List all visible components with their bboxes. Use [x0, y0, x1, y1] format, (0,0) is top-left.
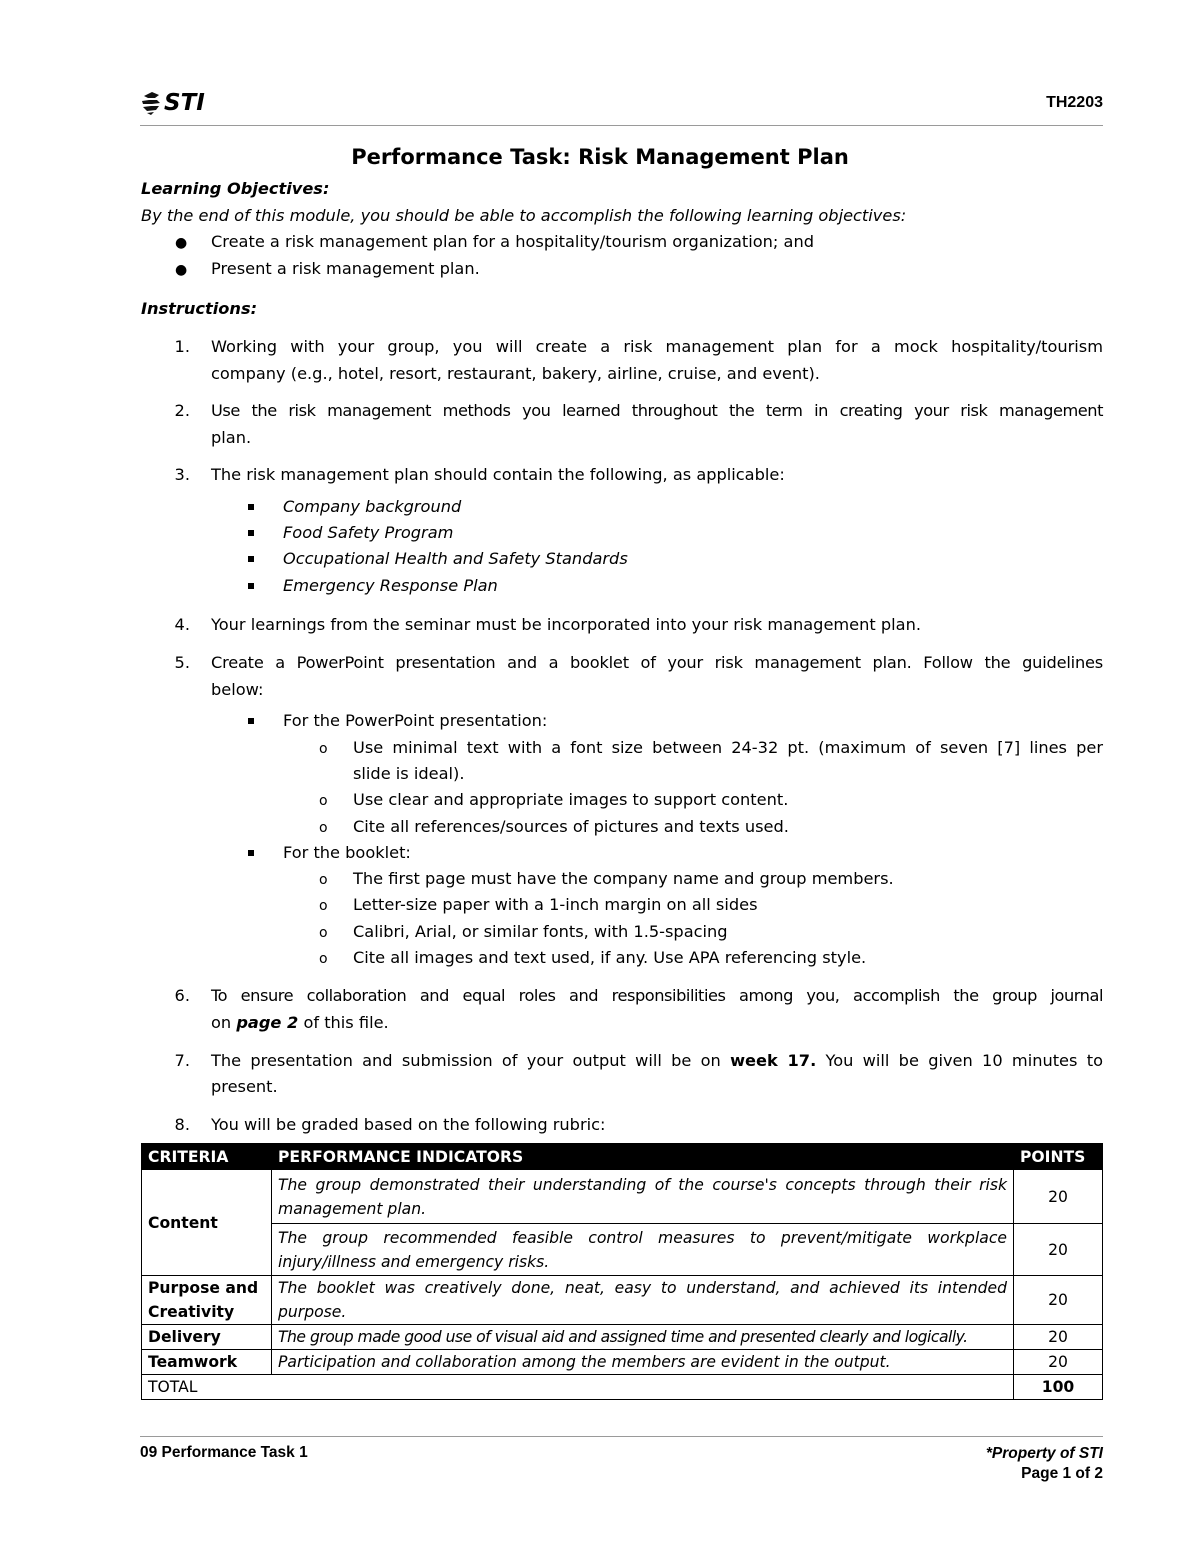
criteria-cell: Content: [142, 1170, 272, 1276]
instruction-6-line2: on page 2 of this file.: [211, 1013, 389, 1032]
instruction-8-text: You will be graded based on the following rubric:: [211, 1115, 606, 1134]
ppt-guideline: Use clear and appropriate images to support content.: [353, 790, 789, 809]
criteria-cell: Teamwork: [142, 1350, 272, 1375]
item-number: 5.: [174, 653, 190, 672]
indicator-cell: Participation and collaboration among the members are evident in the output.: [272, 1350, 1014, 1375]
booklet-guidelines-label: For the booklet:: [283, 843, 411, 862]
plan-content-item: Emergency Response Plan: [283, 576, 498, 595]
instruction-6-line1: To ensure collaboration and equal roles and responsibilities among you, accomplish the group journal: [211, 986, 1103, 1005]
logo-text: STI: [164, 90, 205, 116]
bullet-icon: ●: [175, 235, 188, 251]
circle-bullet-icon: o: [319, 925, 328, 941]
table-row: [142, 1224, 1103, 1276]
item-number: 7.: [174, 1051, 190, 1070]
header-points: POINTS: [1014, 1144, 1103, 1170]
indicator-cell: The booklet was creatively done, neat, easy to understand, and achieved its intended purpose.: [272, 1276, 1014, 1325]
criteria-cell: Purpose and Creativity: [142, 1276, 272, 1325]
header-rule: [140, 125, 1103, 126]
instruction-5-line2: below:: [211, 680, 264, 699]
table-row: [142, 1276, 1103, 1325]
indicator-cell: The group demonstrated their understanding of the course's concepts through their risk management plan.: [272, 1170, 1014, 1224]
ppt-guideline: Cite all references/sources of pictures and texts used.: [353, 817, 789, 836]
square-bullet-icon: [248, 718, 254, 724]
booklet-guideline: Letter-size paper with a 1-inch margin on all sides: [353, 895, 758, 914]
header-indicators: PERFORMANCE INDICATORS: [272, 1144, 1014, 1170]
item-number: 6.: [174, 986, 190, 1005]
instruction-7-line2: present.: [211, 1077, 278, 1096]
points-cell: 20: [1014, 1350, 1103, 1375]
table-row: [142, 1325, 1103, 1350]
ppt-guidelines-label: For the PowerPoint presentation:: [283, 711, 548, 730]
learning-objectives-intro: By the end of this module, you should be able to accomplish the following learning objectives:: [141, 206, 907, 225]
ppt-guideline: Use minimal text with a font size between 24-32 pt. (maximum of seven [7] lines per: [353, 738, 1103, 757]
circle-bullet-icon: o: [319, 741, 328, 757]
item-number: 8.: [174, 1115, 190, 1134]
square-bullet-icon: [248, 583, 254, 589]
item-number: 3.: [174, 465, 190, 484]
instruction-2-line2: plan.: [211, 428, 252, 447]
indicator-cell: The group made good use of visual aid and assigned time and presented clearly and logically.: [272, 1325, 1014, 1350]
points-cell: 20: [1014, 1224, 1103, 1276]
bullet-icon: ●: [175, 262, 188, 278]
points-cell: 20: [1014, 1276, 1103, 1325]
square-bullet-icon: [248, 530, 254, 536]
item-number: 2.: [174, 401, 190, 420]
rubric-table: [141, 1143, 1103, 1400]
square-bullet-icon: [248, 556, 254, 562]
objective-item: Create a risk management plan for a hospitality/tourism organization; and: [211, 232, 814, 251]
item-number: 1.: [174, 337, 190, 356]
points-cell: 20: [1014, 1325, 1103, 1350]
booklet-guideline: Cite all images and text used, if any. Use APA referencing style.: [353, 948, 867, 967]
instructions-heading: Instructions:: [141, 299, 258, 318]
circle-bullet-icon: o: [319, 898, 328, 914]
objective-item: Present a risk management plan.: [211, 259, 480, 278]
course-code: TH2203: [1046, 94, 1103, 111]
footer-document-name: 09 Performance Task 1: [140, 1444, 308, 1461]
sti-globe-icon: [140, 90, 162, 116]
plan-content-item: Company background: [283, 497, 462, 516]
header-criteria: CRITERIA: [142, 1144, 272, 1170]
circle-bullet-icon: o: [319, 793, 328, 809]
square-bullet-icon: [248, 504, 254, 510]
instruction-5-line1: Create a PowerPoint presentation and a booklet of your risk management plan. Follow the guidelines: [211, 653, 1103, 672]
plan-content-item: Food Safety Program: [283, 523, 454, 542]
instruction-3-text: The risk management plan should contain the following, as applicable:: [211, 465, 785, 484]
instruction-4-text: Your learnings from the seminar must be incorporated into your risk management plan.: [211, 615, 921, 634]
instruction-1-line2: company (e.g., hotel, resort, restaurant, bakery, airline, cruise, and event).: [211, 364, 820, 383]
criteria-cell: Delivery: [142, 1325, 272, 1350]
circle-bullet-icon: o: [319, 820, 328, 836]
instruction-7-line1: The presentation and submission of your output will be on week 17. You will be given 10 minutes to: [211, 1051, 1103, 1070]
learning-objectives-heading: Learning Objectives:: [141, 179, 330, 198]
footer-property: *Property of STI: [985, 1445, 1103, 1462]
page-title: Performance Task: Risk Management Plan: [351, 145, 849, 169]
circle-bullet-icon: o: [319, 951, 328, 967]
footer-page-number: Page 1 of 2: [1021, 1465, 1103, 1482]
points-cell: 20: [1014, 1170, 1103, 1224]
instruction-2-line1: Use the risk management methods you learned throughout the term in creating your risk management: [211, 401, 1103, 420]
table-header-row: [142, 1144, 1103, 1170]
page-2-reference: page 2: [236, 1013, 299, 1032]
ppt-guideline-cont: slide is ideal).: [353, 764, 465, 783]
table-row: [142, 1350, 1103, 1375]
total-points: 100: [1014, 1375, 1103, 1400]
footer-right: [986, 1444, 1103, 1484]
plan-content-item: Occupational Health and Safety Standards: [283, 549, 628, 568]
footer-rule: [140, 1436, 1103, 1437]
booklet-guideline: The first page must have the company name and group members.: [353, 869, 894, 888]
week-17-reference: week 17.: [730, 1051, 817, 1070]
sti-logo: [140, 86, 205, 120]
table-total-row: [142, 1375, 1103, 1400]
square-bullet-icon: [248, 850, 254, 856]
item-number: 4.: [174, 615, 190, 634]
circle-bullet-icon: o: [319, 872, 328, 888]
instruction-1-line1: Working with your group, you will create a risk management plan for a mock hospitality/tourism: [211, 337, 1103, 356]
booklet-guideline: Calibri, Arial, or similar fonts, with 1.5-spacing: [353, 922, 728, 941]
total-label: TOTAL: [142, 1375, 1014, 1400]
table-row: [142, 1170, 1103, 1224]
indicator-cell: The group recommended feasible control measures to prevent/mitigate workplace injury/illness and emergency risks.: [272, 1224, 1014, 1276]
